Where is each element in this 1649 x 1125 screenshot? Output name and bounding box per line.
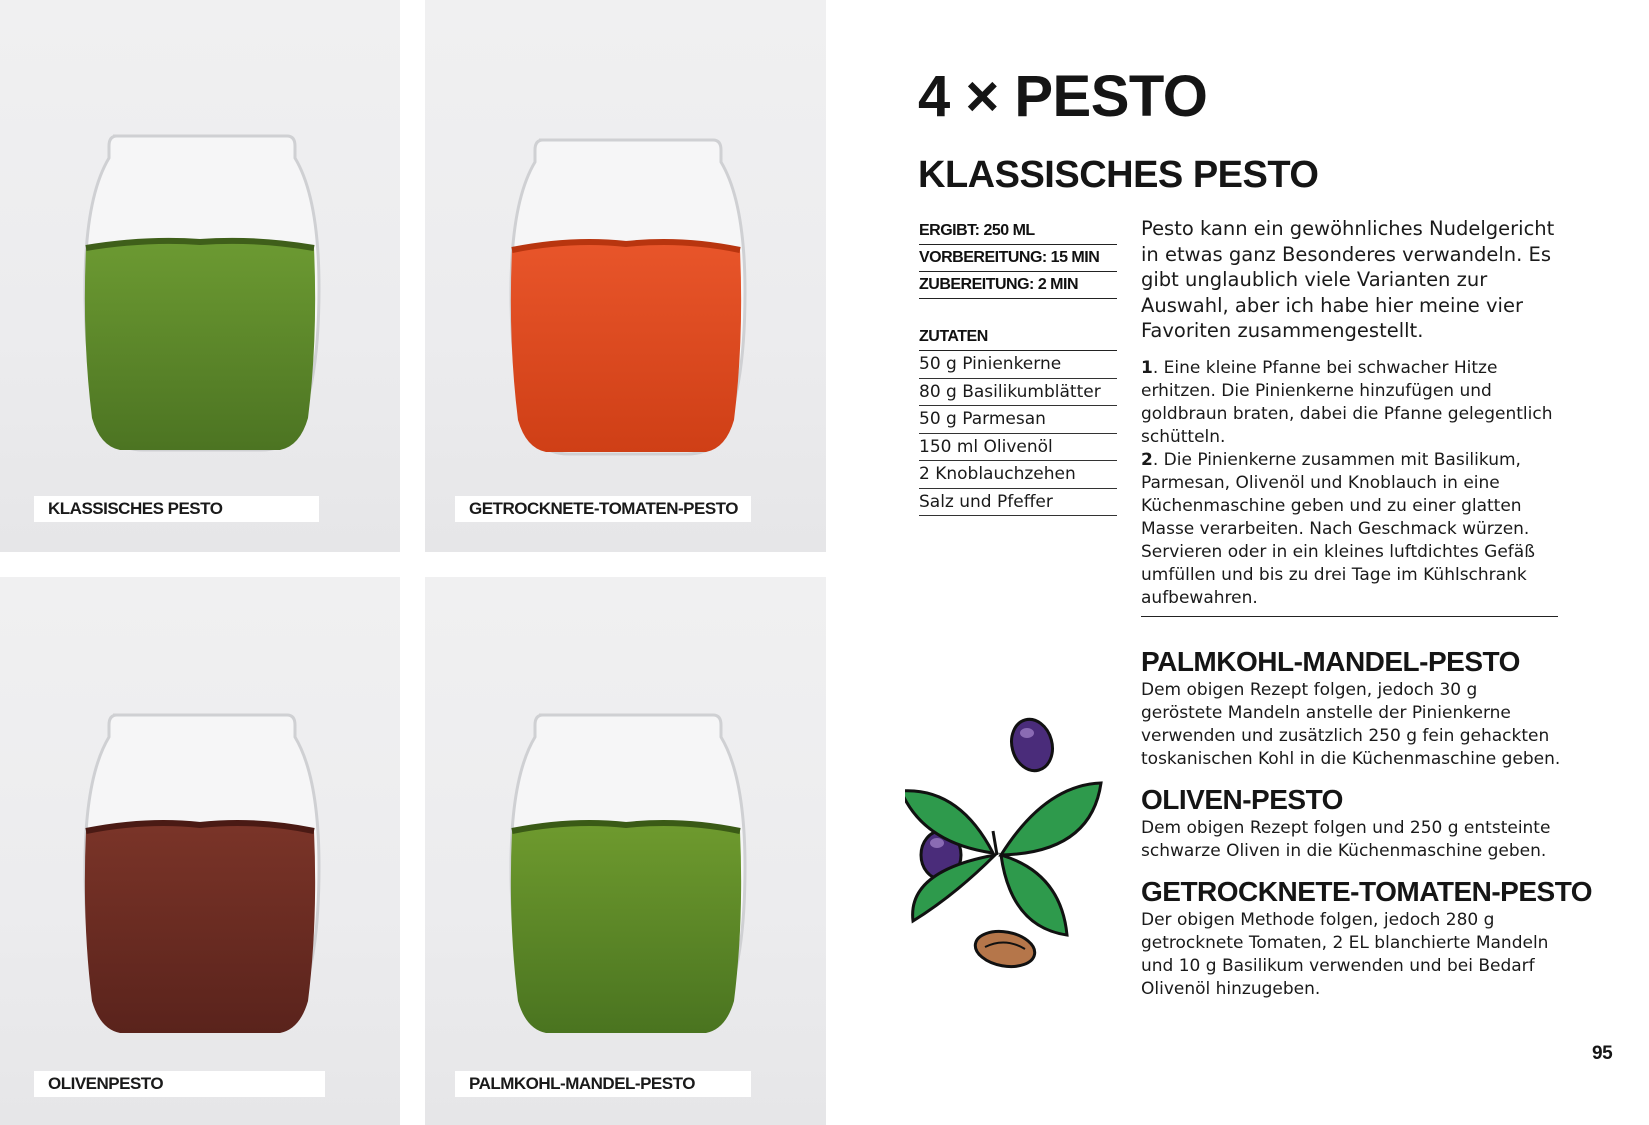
photo-classic-pesto — [0, 0, 400, 552]
photo-caption: OLIVENPESTO — [34, 1071, 325, 1097]
variation-title: PALMKOHL-MANDEL-PESTO — [1141, 646, 1520, 677]
ingredients-heading: ZUTATEN — [919, 324, 1117, 351]
photo-tomato-pesto — [425, 0, 826, 552]
ingredient-item: 50 g Parmesan — [919, 406, 1117, 434]
ingredient-item: 2 Knoblauchzehen — [919, 461, 1117, 489]
step-number: 2 — [1141, 450, 1153, 470]
recipe-intro: Pesto kann ein gewöhnliches Nudelgericht in etwas ganz Besonderes verwandeln. Es gibt unglaublich viele Varianten zur Auswahl, aber ich habe hier meine vier Favoriten zusammengestellt. — [1141, 217, 1555, 342]
pesto-jar — [75, 128, 325, 458]
recipe-step — [1141, 357, 1561, 449]
pesto-jar — [501, 132, 751, 462]
step-number: 1 — [1141, 358, 1153, 378]
basil-leaf-icon — [1001, 855, 1067, 935]
variation-text: Dem obigen Rezept folgen, jedoch 30 g geröstete Mandeln anstelle der Pinienkerne verwenden und zusätzlich 250 g fein gehackten toskanischen Kohl in die Küchenmaschine geben. — [1141, 680, 1561, 769]
page-number: 95 — [1592, 1043, 1613, 1064]
prep-time-label: VORBEREITUNG: 15 MIN — [919, 245, 1117, 272]
olive-icon — [1006, 715, 1058, 776]
photo-caption: KLASSISCHES PESTO — [34, 496, 319, 522]
section-divider — [1141, 616, 1558, 617]
cook-time-label: ZUBEREITUNG: 2 MIN — [919, 272, 1117, 299]
ingredient-item: 50 g Pinienkerne — [919, 351, 1117, 379]
basil-olive-illustration — [905, 705, 1120, 980]
variation-title: GETROCKNETE-TOMATEN-PESTO — [1141, 876, 1593, 907]
ingredient-item: Salz und Pfeffer — [919, 489, 1117, 517]
pesto-jar — [75, 707, 325, 1037]
ingredient-item: 80 g Basilikumblätter — [919, 379, 1117, 407]
step-text: . Eine kleine Pfanne bei schwacher Hitze erhitzen. Die Pinienkerne hinzufügen und goldbraun braten, dabei die Pfanne gelegentlich schütteln. — [1141, 358, 1553, 447]
recipe-meta — [919, 218, 1117, 299]
photo-kale-almond-pesto — [425, 577, 826, 1125]
pesto-jar — [501, 707, 751, 1037]
recipe-title: KLASSISCHES PESTO — [918, 154, 1319, 196]
ingredient-item: 150 ml Olivenöl — [919, 434, 1117, 462]
step-text: . Die Pinienkerne zusammen mit Basilikum, Parmesan, Olivenöl und Knoblauch in eine Küchenmaschine geben und zu einer glatten Masse verarbeiten. Nach Geschmack würzen. Servieren oder in ein kleines luftdichtes Gefäß umfüllen und bis zu drei Tage im Kühlschrank aufbewahren. — [1141, 450, 1535, 608]
variation-text: Dem obigen Rezept folgen und 250 g entsteinte schwarze Oliven in die Küchenmaschine geben. — [1141, 818, 1551, 861]
recipe-step — [1141, 449, 1561, 610]
photo-caption: PALMKOHL-MANDEL-PESTO — [455, 1071, 751, 1097]
photo-caption: GETROCKNETE-TOMATEN-PESTO — [455, 496, 751, 522]
variation-title: OLIVEN-PESTO — [1141, 784, 1343, 815]
variation-text: Der obigen Methode folgen, jedoch 280 g getrocknete Tomaten, 2 EL blanchierte Mandeln und 10 g Basilikum verwenden und bei Bedarf Olivenöl hinzugeben. — [1141, 910, 1549, 999]
ingredients-list — [919, 351, 1117, 516]
photo-olive-pesto — [0, 577, 400, 1125]
basil-leaf-icon — [1001, 783, 1101, 855]
page-title: 4 × PESTO — [918, 64, 1208, 129]
almond-icon — [973, 927, 1038, 971]
yield-label: ERGIBT: 250 ML — [919, 218, 1117, 245]
